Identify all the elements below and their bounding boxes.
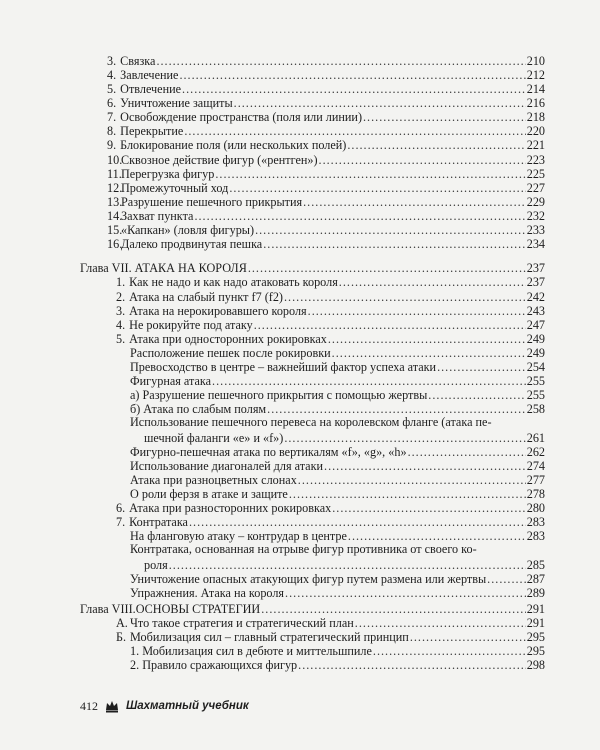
- toc-entry-page: 298: [526, 658, 545, 672]
- toc-entry-number: 2.: [116, 290, 126, 304]
- toc-entry-title: Атака на слабый пункт f7 (f2): [129, 290, 283, 304]
- toc-entry-title: Уничтожение защиты: [120, 96, 233, 110]
- toc-entry-title: На фланговую атаку – контрудар в центре: [130, 529, 347, 543]
- chess-king-crown-icon: [104, 698, 120, 714]
- toc-entry-number: 9.: [107, 138, 117, 152]
- toc-entry: [130, 400, 545, 416]
- toc-entry-page: 242: [526, 290, 545, 304]
- toc-entry-title: а) Разрушение пешечного прикрытия с помощью жертвы: [130, 388, 428, 402]
- toc-entry-page: 210: [526, 54, 545, 68]
- toc-entry-title: Освобождение пространства (поля или линии): [120, 110, 362, 124]
- toc-entry-title: Мобилизация сил – главный стратегический принцип: [130, 630, 409, 644]
- toc-entry-number: 6.: [107, 96, 117, 110]
- toc-entry-page: 232: [526, 209, 545, 223]
- toc-entry-title: Связка: [120, 54, 156, 68]
- toc-entry-page: 214: [526, 82, 545, 96]
- toc-entry-title: роля: [144, 558, 168, 572]
- footer-book-title: Шахматный учебник: [126, 700, 249, 712]
- toc-entry-title: Использование диагоналей для атаки: [130, 459, 324, 473]
- toc-entry-title: б) Атака по слабым полям: [130, 402, 267, 416]
- toc-entry-title: Отвлечение: [120, 82, 182, 96]
- toc-entry-title: «Капкан» (ловля фигуры): [121, 223, 255, 237]
- toc-entry-page: 280: [526, 501, 545, 515]
- toc-entry-page: 262: [526, 445, 545, 459]
- toc-entry-title: Сквозное действие фигур («рентген»): [121, 153, 318, 167]
- toc-entry-number: 4.: [116, 318, 126, 332]
- toc-entry-number: 7.: [116, 515, 126, 529]
- toc-entry-page: 218: [526, 110, 545, 124]
- toc-entry: [130, 656, 545, 672]
- toc-entry-title: Контратака: [129, 515, 188, 529]
- toc-entry-title: шечной фаланги «e» и «f»): [144, 431, 284, 445]
- toc-entry-page: 295: [526, 630, 545, 644]
- dot-leader: [263, 237, 526, 251]
- toc-entry-number: 11.: [107, 167, 122, 181]
- toc-entry-number: 7.: [107, 110, 117, 124]
- toc-entry-page: 220: [526, 124, 545, 138]
- dot-leader: [348, 529, 526, 543]
- toc-entry-number: 6.: [116, 501, 126, 515]
- dot-leader: [347, 138, 525, 152]
- toc-entry-number: А.: [116, 616, 128, 630]
- toc-entry-number: 1.: [116, 275, 126, 289]
- toc-entry-title: Расположение пешек после рокировки: [130, 346, 331, 360]
- toc-entry-title: Атака на нерокировавшего короля: [129, 304, 307, 318]
- toc-entry-title: Захват пункта: [121, 209, 194, 223]
- toc-entry: [116, 273, 545, 289]
- toc-entry-page: 261: [526, 431, 545, 445]
- toc-entry-page: 249: [526, 332, 545, 346]
- toc-entry-number: 5.: [116, 332, 126, 346]
- toc-entry-number: 3.: [107, 54, 117, 68]
- toc-entry-number: 12.: [107, 181, 123, 195]
- toc-entry-number: 10.: [107, 153, 123, 167]
- toc-entry-number: 13.: [107, 195, 123, 209]
- toc-entry-title: Глава VIII.ОСНОВЫ СТРАТЕГИИ: [80, 602, 261, 616]
- toc-entry-page: 254: [526, 360, 545, 374]
- toc-entry-title: Что такое стратегия и стратегический план: [130, 616, 354, 630]
- toc-entry-page: 287: [526, 572, 545, 586]
- toc-entry-page: 237: [526, 275, 545, 289]
- toc-entry-title: Разрушение пешечного прикрытия: [121, 195, 303, 209]
- toc-entry-page: 258: [526, 402, 545, 416]
- toc-entry-title: Как не надо и как надо атаковать короля: [129, 275, 338, 289]
- toc-entry-page: 291: [526, 616, 545, 630]
- toc-entry-title: Упражнения. Атака на короля: [130, 586, 285, 600]
- toc-entry: [130, 527, 545, 543]
- toc-entry: [130, 584, 545, 600]
- toc-entry-page: 223: [526, 153, 545, 167]
- toc-entry-page: 247: [526, 318, 545, 332]
- toc-entry-page: 212: [526, 68, 545, 82]
- toc-entry-number: 3.: [116, 304, 126, 318]
- toc-entry-page: 277: [526, 473, 545, 487]
- toc-entry-page: 229: [526, 195, 545, 209]
- toc-entry-page: 249: [526, 346, 545, 360]
- toc-entry-page: 216: [526, 96, 545, 110]
- toc-entry-title: Глава VII. АТАКА НА КОРОЛЯ: [80, 261, 247, 275]
- page-footer: [80, 698, 249, 714]
- dot-leader: [339, 275, 526, 289]
- dot-leader: [285, 586, 526, 600]
- toc-entry-page: 233: [526, 223, 545, 237]
- toc-entry-title: О роли ферзя в атаке и защите: [130, 487, 288, 501]
- toc-entry-page: 295: [526, 644, 545, 658]
- toc-entry-title: Превосходство в центре – важнейший фактор успеха атаки: [130, 360, 437, 374]
- toc-entry-title: Перегрузка фигур: [121, 167, 215, 181]
- toc-entry-title: Завлечение: [120, 68, 179, 82]
- toc-entry-number: 15.: [107, 223, 123, 237]
- dot-leader: [298, 658, 526, 672]
- toc-entry-number: 16.: [107, 237, 123, 251]
- toc-entry-title: Промежуточный ход: [121, 181, 229, 195]
- toc-entry-title: Фигурно-пешечная атака по вертикалям «f», «g», «h»: [130, 445, 407, 459]
- toc-entry-number: 14.: [107, 209, 123, 223]
- toc-entry-number: 4.: [107, 68, 117, 82]
- toc-entry-page: 255: [526, 374, 545, 388]
- toc-entry-number: Б.: [116, 630, 127, 644]
- toc-entry-page: 291: [526, 602, 545, 616]
- toc-entry-title: Использование пешечного перевеса на королевском фланге (атака пе-: [130, 415, 492, 429]
- toc-entry-title: Далеко продвинутая пешка: [121, 237, 263, 251]
- toc-entry-title: Фигурная атака: [130, 374, 212, 388]
- toc-entry: [107, 136, 545, 152]
- toc-entry-title: 1. Мобилизация сил в дебюте и миттельшпиле: [130, 644, 372, 658]
- toc-entry-title: Контратака, основанная на отрыве фигур противника от своего ко-: [130, 542, 477, 556]
- toc-entry-title: 2. Правило сражающихся фигур: [130, 658, 298, 672]
- toc-entry-title: Уничтожение опасных атакующих фигур путем размена или жертвы: [130, 572, 487, 586]
- toc-entry-number: 5.: [107, 82, 117, 96]
- toc-entry-page: 234: [526, 237, 545, 251]
- toc-entry-page: 225: [526, 167, 545, 181]
- toc-entry-title: Атака при разноцветных слонах: [130, 473, 297, 487]
- toc-entry-page: 255: [526, 388, 545, 402]
- toc-entry: [107, 235, 545, 251]
- toc-entry-page: 237: [526, 261, 545, 275]
- toc-entry-number: 8.: [107, 124, 117, 138]
- toc-entry-page: 283: [526, 529, 545, 543]
- toc-entry-title: Блокирование поля (или нескольких полей): [120, 138, 347, 152]
- toc-entry-title: Не рокируйте под атаку: [129, 318, 253, 332]
- toc-entry-page: 278: [526, 487, 545, 501]
- toc-entry-title: Перекрытие: [120, 124, 184, 138]
- toc-entry-page: 243: [526, 304, 545, 318]
- toc-entry-page: 289: [526, 586, 545, 600]
- footer-page-number: 412: [80, 698, 98, 713]
- toc-entry-page: 221: [526, 138, 545, 152]
- toc-entry-page: 274: [526, 459, 545, 473]
- toc-entry-page: 283: [526, 515, 545, 529]
- toc-entry-title: Атака при односторонних рокировках: [129, 332, 327, 346]
- toc-entry-page: 227: [526, 181, 545, 195]
- dot-leader: [267, 402, 526, 416]
- toc-entry-title: Атака при разносторонних рокировках: [129, 501, 332, 515]
- toc-entry-page: 285: [526, 558, 545, 572]
